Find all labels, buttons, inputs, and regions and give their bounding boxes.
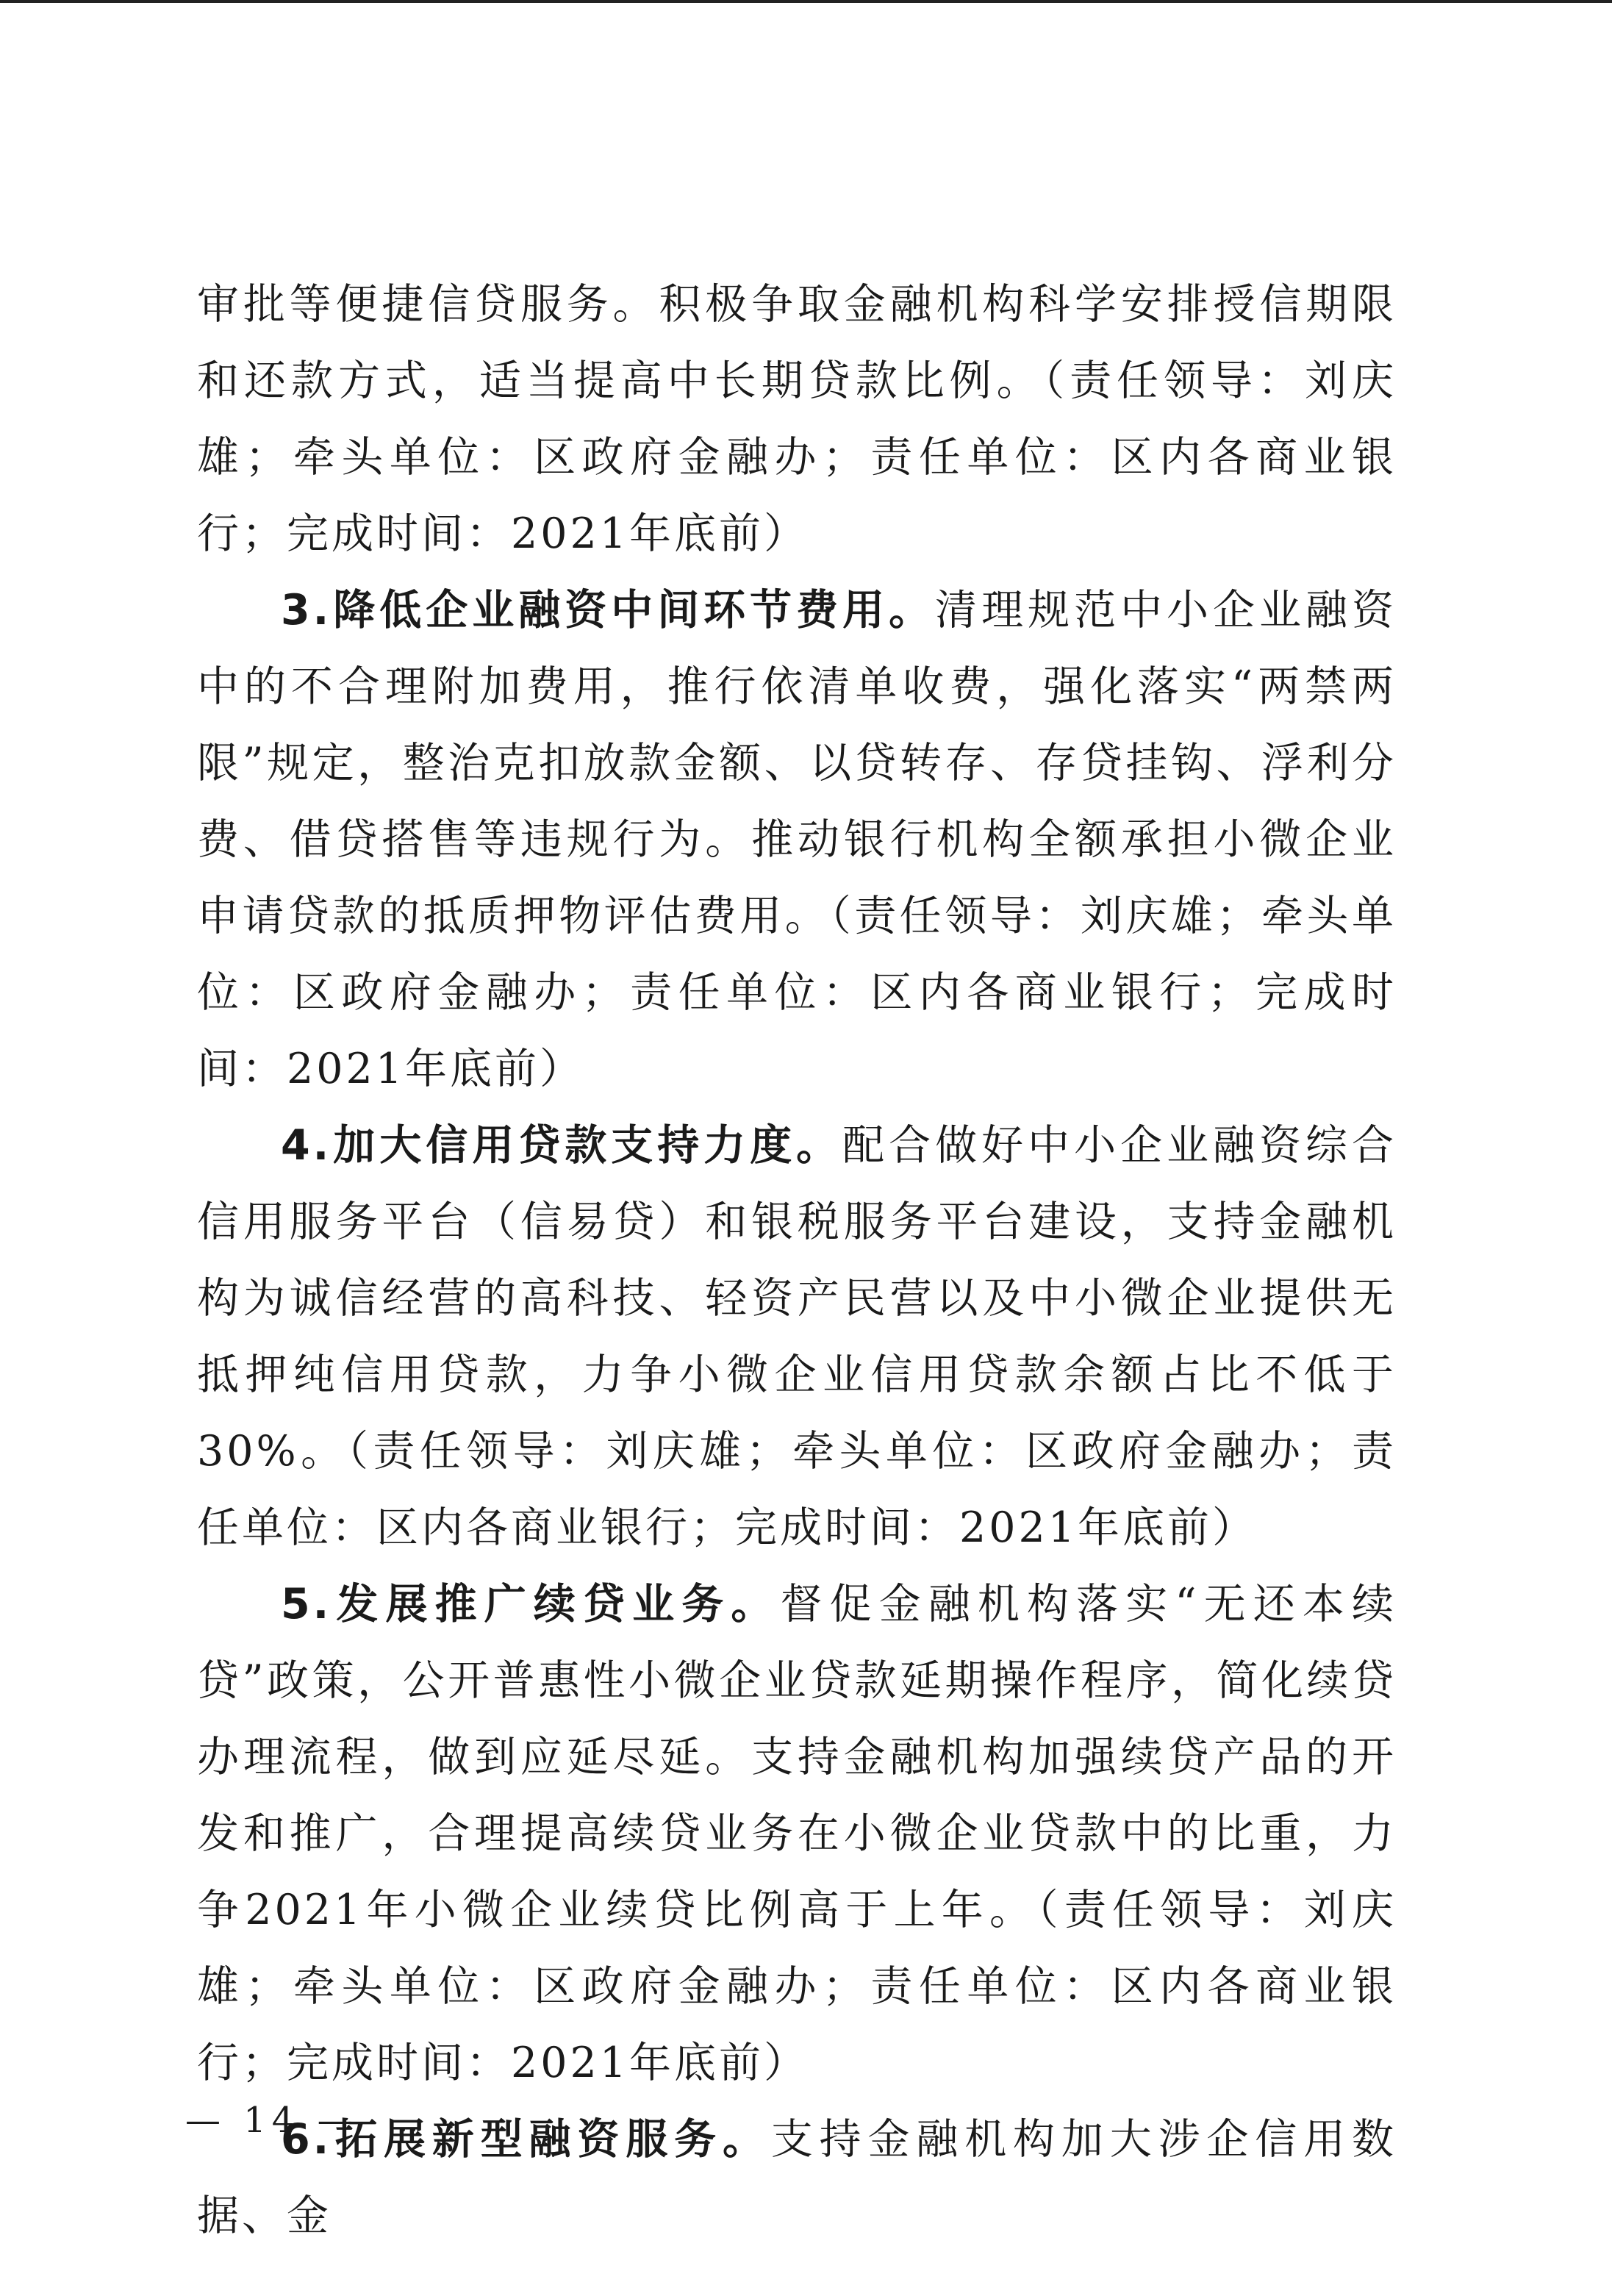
top-border-line [0,0,1612,3]
paragraph-heading: 5.发展推广续贷业务。 [281,1580,781,1628]
paragraph-text: 清理规范中小企业融资中的不合理附加费用，推行依清单收费，强化落实“两禁两限”规定，整治克扣放款金额、以贷转存、存贷挂钩、浮利分费、借贷搭售等违规行为。推动银行机构全额承担小微企业申请贷款的抵质押物评估费用。（责任领导：刘庆雄；牵头单位：区政府金融办；责任单位：区内各商业银行；完成时间：2021年底前） [197,586,1397,1093]
page-number: — 14 — [185,2100,359,2141]
paragraph-heading: 3.降低企业融资中间环节费用。 [281,586,936,634]
document-body [197,266,1397,2254]
paragraph-text: 配合做好中小企业融资综合信用服务平台（信易贷）和银税服务平台建设，支持金融机构为诚信经营的高科技、轻资产民营以及中小微企业提供无抵押纯信用贷款，力争小微企业信用贷款余额占比不低于30%。（责任领导：刘庆雄；牵头单位：区政府金融办；责任单位：区内各商业银行；完成时间：2021年底前） [197,1121,1397,1552]
paragraph-item-3 [197,572,1397,1107]
paragraph-item-4 [197,1107,1397,1566]
paragraph-heading: 4.加大信用贷款支持力度。 [281,1121,843,1170]
paragraph-text: 支持金融机构加大涉企信用数据、金 [197,2115,1397,2240]
paragraph-item-6 [197,2101,1397,2254]
paragraph-text: 审批等便捷信贷服务。积极争取金融机构科学安排授信期限和还款方式，适当提高中长期贷款比例。（责任领导：刘庆雄；牵头单位：区政府金融办；责任单位：区内各商业银行；完成时间：2021年底前） [197,280,1397,558]
paragraph-text: 督促金融机构落实“无还本续贷”政策，公开普惠性小微企业贷款延期操作程序，简化续贷办理流程，做到应延尽延。支持金融机构加强续贷产品的开发和推广，合理提高续贷业务在小微企业贷款中的比重，力争2021年小微企业续贷比例高于上年。（责任领导：刘庆雄；牵头单位：区政府金融办；责任单位：区内各商业银行；完成时间：2021年底前） [197,1580,1397,2087]
paragraph-item-5 [197,1566,1397,2101]
paragraph-heading: 6.拓展新型融资服务。 [281,2115,771,2164]
paragraph-continuation [197,266,1397,572]
